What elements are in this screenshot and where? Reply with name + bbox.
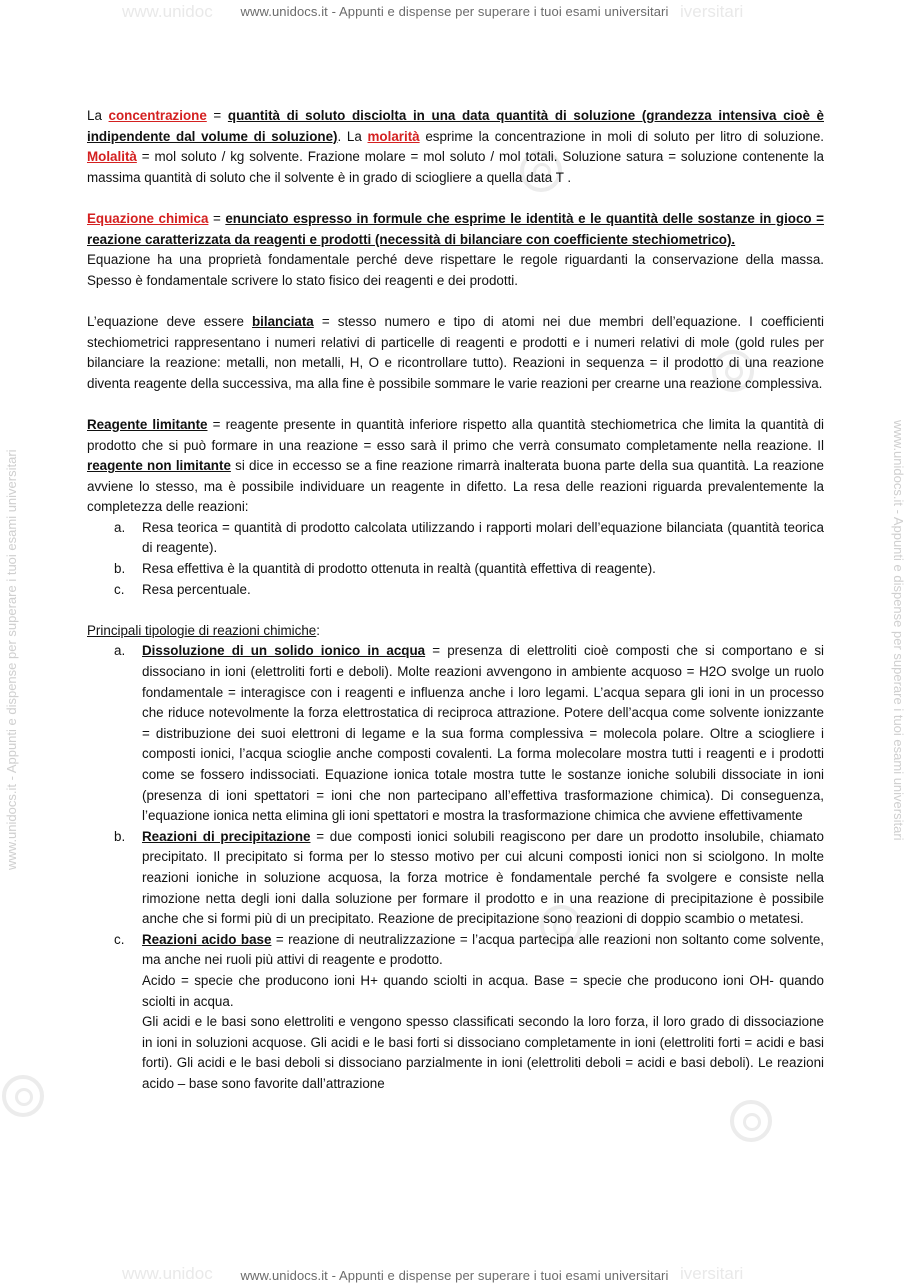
document-body xyxy=(87,106,824,1095)
paragraph-equazione-chimica: Equazione chimica = enunciato espresso in formule che esprime le identità e le quantità delle sostanze in gioco = reazione caratterizzata da reagenti e prodotti (necessità di bilanciare con coefficiente stechiometrico). xyxy=(87,210,824,247)
acido-base-definition: Acido = specie che producono ioni H+ quando sciolti in acqua. Base = specie che producono ioni OH- quando sciolti in acqua. xyxy=(142,972,824,1009)
term-concentrazione: concentrazione xyxy=(108,108,207,123)
paragraph-bilanciata: L’equazione deve essere bilanciata = stesso numero e tipo di atomi nei due membri dell’equazione. I coefficienti stechiometrici rappresentano i numeri relativi di particelle di reagenti e prodotti e i numeri relativi di mole (gold rules per bilanciare la reazione: metalli, non metalli, H, O e ricontrollare tutto). Reazioni in sequenza = il prodotto di una reazione diventa reagente della successiva, ma alla fine è possibile sommare le varie reazioni per crearne una reazione complessiva. xyxy=(87,313,824,391)
list-item: c. Reazioni acido base = reazione di neutralizzazione = l’acqua partecipa alle reazioni non soltanto come solvente, ma anche nei ruoli più attivi di reagente e prodotto. Acido = specie che producono ioni H+ quando sciolti in acqua. Base = specie che producono ioni OH- quando sciolti in acqua. Gli acidi e le basi sono elettroliti e vengono spesso classificati secondo la loro forza, il loro grado di dissociazione in ioni in soluzioni acquose. Gli acidi e le basi forti si dissociano completamente in ioni (elettroliti forti = acidi e basi forti). Gli acidi e le basi deboli si dissociano parzialmente in ioni (elettroliti deboli = acidi e basi deboli). Le reazioni acido – base sono favorite dall’attrazione xyxy=(87,930,824,1095)
paragraph-reagente-limitante: Reagente limitante = reagente presente in quantità inferiore rispetto alla quantità stechiometrica che limita la quantità di prodotto che si può formare in una reazione = esso sarà il primo che verrà consumato completamente nella reazione. Il reagente non limitante si dice in eccesso se a fine reazione rimarrà inalterata buona parte della sua quantità. La reazione avviene lo stesso, ma è possibile individuare un reagente in difetto. La resa delle reazioni riguarda prevalentemente la completezza delle reazioni: xyxy=(87,416,824,515)
term-bilanciata: bilanciata xyxy=(251,313,314,329)
list-item: a. Dissoluzione di un solido ionico in acqua = presenza di elettroliti cioè composti che si comportano e si dissociano in ioni (elettroliti forti e deboli). Molte reazioni avvengono in ambiente acquoso = H2O svolge un ruolo fondamentale = interagisce con i reagenti e influenza anche i loro legami. L’acqua separa gli ioni in un processo che riduce notevolmente la forza elettrostatica di reciproca attrazione. Potere dell’acqua come solvente ionizzante = distribuzione dei suoi elettroni di legame e la sua forma complessiva = molecola polare. Oltre a sciogliere i composti ionici, l’acqua scioglie anche composti covalenti. La forma molecolare mostra tutti i reagenti e i prodotti come se fossero indissociati. Equazione ionica totale mostra tutte le sostanze ioniche solubili dissociate in ioni (presenza di ioni spettatori = ioni che non partecipano all’effettiva trasformazione chimica). Di conseguenza, l’equazione ionica netta elimina gli ioni spettatori e mostra la trasformazione chimica che avviene effettivamente xyxy=(114,643,825,824)
term-equazione-chimica: Equazione chimica xyxy=(87,210,209,226)
definition-concentrazione: quantità di soluto disciolta in una data quantità di soluzione (grandezza intensiva cioè è indipendente dal volume di soluzione) xyxy=(87,108,824,144)
list-item: b. Resa effettiva è la quantità di prodotto ottenuta in realtà (quantità effettiva di reagente). xyxy=(114,561,656,577)
list-item: b. Reazioni di precipitazione = due composti ionici solubili reagiscono per dare un prodotto insolubile, chiamato precipitato. Il precipitato si forma per lo stesso motivo per cui alcuni composti ionici non si sciolgono. In molte reazioni ioniche in soluzione acquosa, la forza motrice è fondamentale perché fa svolgere e consiste nella rimozione netta degli ioni dalla soluzione per formare il prodotto e in una reazione di precipitazione è possibile anche che si formi più di un precipitato. Reazione de precipitazione sono reazioni di doppio scambio o metatesi. xyxy=(114,828,825,927)
page-header: www.unidocs.it - Appunti e dispense per superare i tuoi esami universitari xyxy=(240,4,669,19)
watermark-bottom-left: www.unidoc xyxy=(122,1264,213,1283)
list-item: a. Resa teorica = quantità di prodotto calcolata utilizzando i rapporti molari dell’equazione bilanciata (quantità teorica di reagente). xyxy=(114,519,824,556)
paragraph-concentrazione: La concentrazione = quantità di soluto disciolta in una data quantità di soluzione (grandezza intensiva cioè è indipendente dal volume di soluzione). La molarità esprime la concentrazione in moli di soluto per litro di soluzione. Molalità = mol soluto / kg solvente. Frazione molare = mol soluto / mol totali. Soluzione satura = soluzione contenente la massima quantità di soluto che il solvente è in grado di sciogliere a quella data T . xyxy=(87,108,824,185)
resa-list xyxy=(87,518,824,600)
watermark-top-right: iversitari xyxy=(680,2,744,21)
term-molalita: Molalità xyxy=(87,149,137,165)
page-footer: www.unidocs.it - Appunti e dispense per superare i tuoi esami universitari xyxy=(240,1268,669,1283)
watermark-left-vertical: www.unidocs.it - Appunti e dispense per superare i tuoi esami universitari xyxy=(4,449,19,870)
term-molarita: molarità xyxy=(367,128,420,144)
watermark-logo-icon xyxy=(730,1100,772,1142)
term-precipitazione: Reazioni di precipitazione xyxy=(142,828,311,844)
watermark-bottom-right: iversitari xyxy=(680,1264,744,1283)
definition-equazione-chimica: enunciato espresso in formule che esprime le identità e le quantità delle sostanze in gioco = reazione caratterizzata da reagenti e prodotti (necessità di bilanciare con coefficiente stechiometrico). xyxy=(87,210,824,247)
term-reagente-non-limitante: reagente non limitante xyxy=(87,458,231,474)
watermark-logo-icon xyxy=(2,1075,44,1117)
watermark-right-vertical: www.unidocs.it - Appunti e dispense per superare i tuoi esami universitari xyxy=(891,420,906,841)
term-dissoluzione: Dissoluzione di un solido ionico in acqua xyxy=(142,643,426,659)
paragraph-equazione-body: Equazione ha una proprietà fondamentale perché deve rispettare le regole riguardanti la conservazione della massa. Spesso è fondamentale scrivere lo stato fisico dei reagenti e dei prodotti. xyxy=(87,252,824,288)
reazioni-list xyxy=(87,641,824,1094)
section-title-tipologie: Principali tipologie di reazioni chimiche: xyxy=(87,622,320,638)
term-reagente-limitante: Reagente limitante xyxy=(87,416,208,432)
term-acido-base: Reazioni acido base xyxy=(142,931,272,947)
list-item: c. Resa percentuale. xyxy=(114,581,251,597)
acido-base-forza: Gli acidi e le basi sono elettroliti e vengono spesso classificati secondo la loro forza, il loro grado di dissociazione in ioni in soluzioni acquose. Gli acidi e le basi forti si dissociano completamente in ioni (elettroliti forti = acidi e basi forti). Gli acidi e le basi deboli si dissociano parzialmente in ioni (elettroliti deboli = acidi e basi deboli). Le reazioni acido – base sono favorite dall’attrazione xyxy=(142,1014,824,1091)
watermark-top-left: www.unidoc xyxy=(122,2,213,21)
